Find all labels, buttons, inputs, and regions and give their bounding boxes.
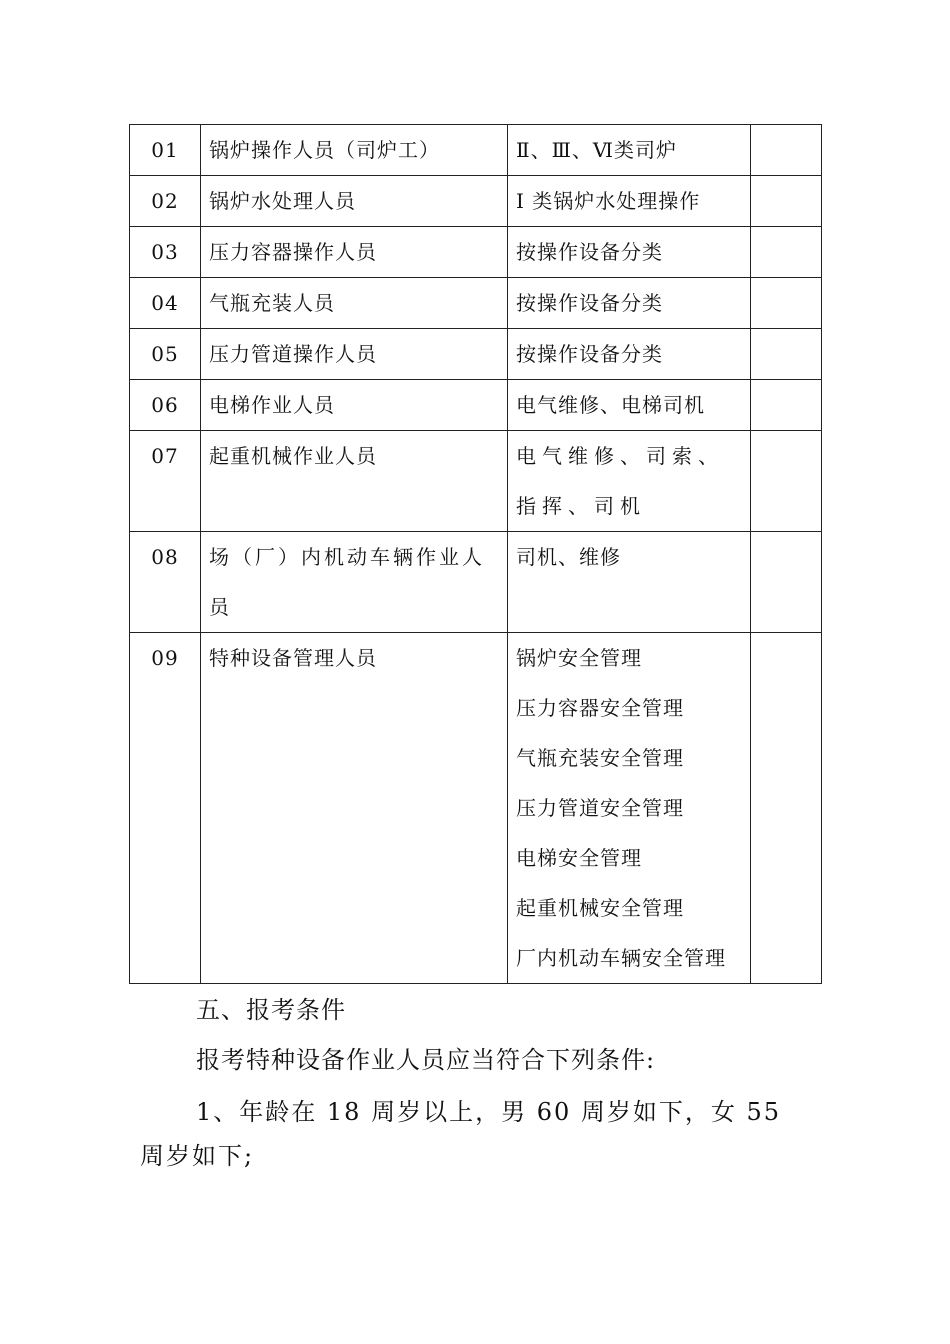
category-cell: [508, 329, 751, 380]
work-category-table: [129, 124, 822, 984]
row-code: 03: [130, 227, 201, 278]
operation-type: 压力容器操作人员: [201, 227, 508, 278]
category-cell: [508, 227, 751, 278]
category-item: 压力容器安全管理: [516, 696, 684, 720]
operation-type: 场（厂）内机动车辆作业人员: [201, 532, 508, 633]
category-cell: [508, 380, 751, 431]
remarks-cell: [751, 227, 822, 278]
remarks-cell: [751, 431, 822, 532]
row-code: 01: [130, 125, 201, 176]
row-code: 02: [130, 176, 201, 227]
remarks-cell: [751, 125, 822, 176]
table-row: [130, 431, 822, 532]
category-cell: [508, 176, 751, 227]
operation-type: 特种设备管理人员: [201, 633, 508, 984]
operation-type: 压力管道操作人员: [201, 329, 508, 380]
category-item: 电梯安全管理: [516, 846, 642, 870]
row-code: 04: [130, 278, 201, 329]
row-code: 05: [130, 329, 201, 380]
table-row: [130, 329, 822, 380]
row-code: 07: [130, 431, 201, 532]
category-item: 气瓶充装安全管理: [516, 746, 684, 770]
category-item: 按操作设备分类: [516, 291, 663, 315]
remarks-cell: [751, 329, 822, 380]
operation-type: 起重机械作业人员: [201, 431, 508, 532]
category-item: 按操作设备分类: [516, 342, 663, 366]
table-row: [130, 532, 822, 633]
category-item: 电气维修、司索、指挥、司机: [516, 444, 724, 518]
table-row: [130, 227, 822, 278]
operation-type: 气瓶充装人员: [201, 278, 508, 329]
category-item: 锅炉安全管理: [516, 646, 642, 670]
category-item: 厂内机动车辆安全管理: [516, 946, 726, 970]
table-row: [130, 176, 822, 227]
table-row: [130, 380, 822, 431]
table-row: [130, 278, 822, 329]
table-row: [130, 125, 822, 176]
category-cell: [508, 431, 751, 532]
category-cell: [508, 125, 751, 176]
category-item: 司机、维修: [516, 545, 621, 569]
remarks-cell: [751, 380, 822, 431]
remarks-cell: [751, 633, 822, 984]
category-item: 按操作设备分类: [516, 240, 663, 264]
section-heading: 五、报考条件: [196, 996, 346, 1024]
table-row: [130, 633, 822, 984]
category-item: 压力管道安全管理: [516, 796, 684, 820]
category-item: Ⅱ、Ⅲ、Ⅵ类司炉: [516, 138, 677, 162]
remarks-cell: [751, 278, 822, 329]
operation-type: 电梯作业人员: [201, 380, 508, 431]
operation-type: 锅炉水处理人员: [201, 176, 508, 227]
category-item: 起重机械安全管理: [516, 896, 684, 920]
row-code: 09: [130, 633, 201, 984]
remarks-cell: [751, 176, 822, 227]
category-cell: [508, 278, 751, 329]
category-cell: [508, 633, 751, 984]
category-item: Ⅰ 类锅炉水处理操作: [516, 189, 701, 213]
row-code: 08: [130, 532, 201, 633]
section-intro: 报考特种设备作业人员应当符合下列条件:: [196, 1046, 656, 1074]
category-cell: [508, 532, 751, 633]
category-item: 电气维修、电梯司机: [516, 393, 705, 417]
remarks-cell: [751, 532, 822, 633]
condition-item-1: 1、年龄在 18 周岁以上，男 60 周岁如下，女 55 周岁如下;: [140, 1098, 782, 1170]
operation-type: 锅炉操作人员（司炉工）: [201, 125, 508, 176]
row-code: 06: [130, 380, 201, 431]
